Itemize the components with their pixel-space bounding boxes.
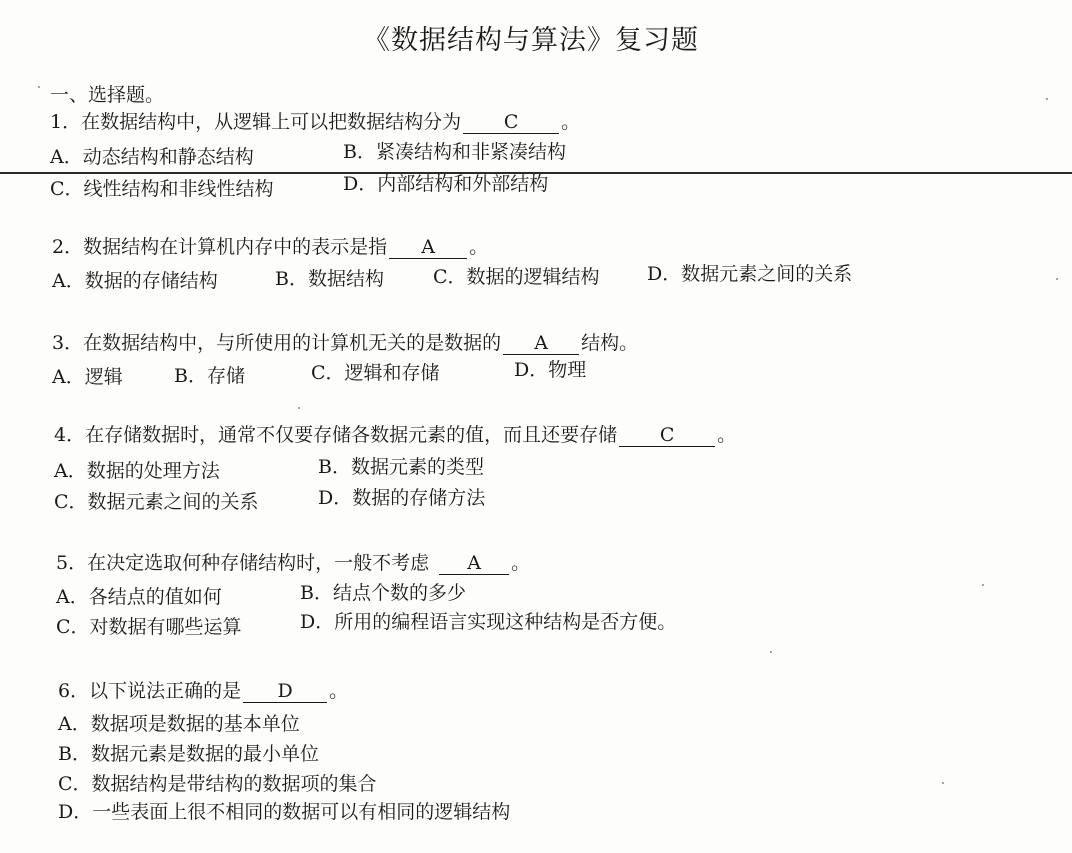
question-4-stem-end: 。 (717, 424, 737, 446)
question-4-option-b: B．数据元素的类型 (318, 456, 484, 478)
question-3-answer-blank: A (503, 334, 579, 355)
scan-speck (298, 407, 300, 409)
question-5-stem-end: 。 (511, 552, 531, 574)
question-6-answer-blank: D (243, 682, 327, 703)
question-2-answer-blank: A (389, 238, 467, 259)
scan-speck (1056, 278, 1058, 280)
question-6-option-b: B．数据元素是数据的最小单位 (58, 743, 319, 765)
question-3-option-b: B．存储 (174, 365, 245, 387)
question-5-option-a: A．各结点的值如何 (56, 586, 222, 608)
question-3-option-d: D．物理 (514, 359, 587, 381)
question-5-option-b: B．结点个数的多少 (300, 582, 466, 604)
scan-speck (982, 584, 984, 586)
question-3-stem: 3．在数据结构中，与所使用的计算机无关的是数据的 (52, 332, 502, 354)
question-2 (52, 232, 488, 259)
question-2-stem-end: 。 (469, 236, 489, 258)
scan-speck (942, 782, 944, 784)
question-4 (54, 420, 736, 447)
question-4-answer-blank: C (619, 426, 715, 447)
question-2-option-b: B．数据结构 (275, 268, 384, 290)
question-2-stem: 2．数据结构在计算机内存中的表示是指 (52, 236, 388, 258)
question-5-option-d: D．所用的编程语言实现这种结构是否方便。 (300, 611, 677, 633)
question-5 (56, 548, 530, 575)
question-3-option-a: A．逻辑 (52, 366, 123, 388)
question-1-option-c: C．线性结构和非线性结构 (50, 178, 274, 200)
question-6 (58, 676, 348, 703)
question-1-stem-end: 。 (561, 111, 581, 133)
question-3-option-c: C．逻辑和存储 (311, 362, 440, 384)
question-3-stem-end: 结构。 (581, 332, 639, 354)
question-2-option-d: D．数据元素之间的关系 (647, 263, 853, 285)
document-title: 《数据结构与算法》复习题 (363, 25, 699, 56)
scan-speck (770, 651, 772, 653)
question-1-option-b: B．紧凑结构和非紧凑结构 (343, 141, 566, 163)
question-4-stem: 4．在存储数据时，通常不仅要存储各数据元素的值，而且还要存储 (54, 424, 618, 446)
question-1-stem: 1．在数据结构中，从逻辑上可以把数据结构分为 (50, 111, 462, 133)
question-2-option-a: A．数据的存储结构 (52, 270, 218, 292)
section-heading: 一、选择题。 (50, 84, 165, 106)
question-6-option-d: D．一些表面上很不相同的数据可以有相同的逻辑结构 (58, 801, 511, 823)
question-2-option-c: C．数据的逻辑结构 (433, 266, 600, 288)
question-1-answer-blank: C (463, 113, 559, 134)
question-6-option-a: A．数据项是数据的基本单位 (58, 713, 300, 735)
question-4-option-d: D．数据的存储方法 (318, 487, 486, 509)
question-6-stem: 6．以下说法正确的是 (58, 680, 242, 702)
question-1-option-d: D．内部结构和外部结构 (343, 173, 549, 195)
question-5-answer-blank: A (439, 554, 509, 575)
question-1-option-a: A．动态结构和静态结构 (50, 146, 254, 168)
question-5-option-c: C．对数据有哪些运算 (56, 616, 242, 638)
scan-speck (38, 86, 40, 88)
question-4-option-a: A．数据的处理方法 (54, 460, 220, 482)
question-1 (50, 107, 580, 134)
question-4-option-c: C．数据元素之间的关系 (54, 491, 259, 513)
question-3 (52, 328, 638, 355)
question-6-option-c: C．数据结构是带结构的数据项的集合 (58, 773, 377, 795)
scan-speck (1046, 98, 1048, 100)
question-5-stem: 5．在决定选取何种存储结构时，一般不考虑 (56, 552, 430, 574)
question-6-stem-end: 。 (329, 680, 349, 702)
